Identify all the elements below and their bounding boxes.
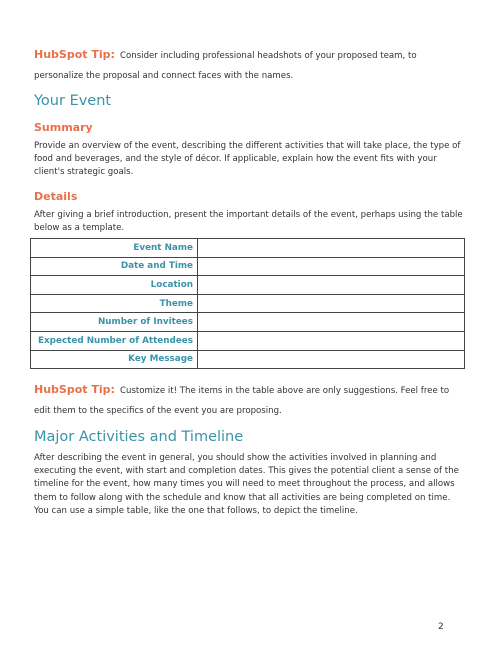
hubspot-tip-2 xyxy=(34,378,464,418)
row-label: Location xyxy=(31,276,198,295)
table-row xyxy=(31,257,465,276)
table-row xyxy=(31,294,465,313)
row-value xyxy=(198,294,465,313)
page-number: 2 xyxy=(438,622,444,632)
row-value xyxy=(198,331,465,350)
section-heading-your-event: Your Event xyxy=(34,93,112,109)
row-label: Theme xyxy=(31,294,198,313)
tip-label: HubSpot Tip: xyxy=(34,48,115,61)
row-label: Expected Number of Attendees xyxy=(31,331,198,350)
row-value xyxy=(198,350,465,369)
details-paragraph: After giving a brief introduction, present the important details of the event, perhaps using the table below as a template. xyxy=(34,210,463,234)
subheading-details: Details xyxy=(34,190,78,203)
activities-paragraph: After describing the event in general, you should show the activities involved in planning and executing the event, with start and completion dates. This gives the potential client a sense of the timeline for the event, how many times you will need to meet throughout the process, and allows them to follow along with the schedule and know that all activities are being completed on time. You can use a simple table, like the one that follows, to depict the timeline. xyxy=(34,453,459,516)
row-value xyxy=(198,313,465,332)
table-row xyxy=(31,239,465,258)
section-heading-activities: Major Activities and Timeline xyxy=(34,429,244,445)
summary-paragraph: Provide an overview of the event, describing the different activities that will take place, the type of food and beverages, and the style of décor. If applicable, explain how the event fits with your client's strategic goals. xyxy=(34,141,461,178)
table-row xyxy=(31,313,465,332)
row-value xyxy=(198,239,465,258)
event-details-table xyxy=(30,238,465,369)
table-row xyxy=(31,276,465,295)
tip-label: HubSpot Tip: xyxy=(34,383,115,396)
table-row xyxy=(31,331,465,350)
row-label: Event Name xyxy=(31,239,198,258)
hubspot-tip-1 xyxy=(34,43,464,83)
table-row xyxy=(31,350,465,369)
tip-text: Customize it! The items in the table above are only suggestions. Feel free to edit them to the specifics of the event you are proposing. xyxy=(34,386,450,416)
row-label: Number of Invitees xyxy=(31,313,198,332)
row-value xyxy=(198,257,465,276)
subheading-summary: Summary xyxy=(34,121,93,134)
tip-text: Consider including professional headshots of your proposed team, to personalize the proposal and connect faces with the names. xyxy=(34,51,417,81)
row-label: Date and Time xyxy=(31,257,198,276)
row-value xyxy=(198,276,465,295)
row-label: Key Message xyxy=(31,350,198,369)
